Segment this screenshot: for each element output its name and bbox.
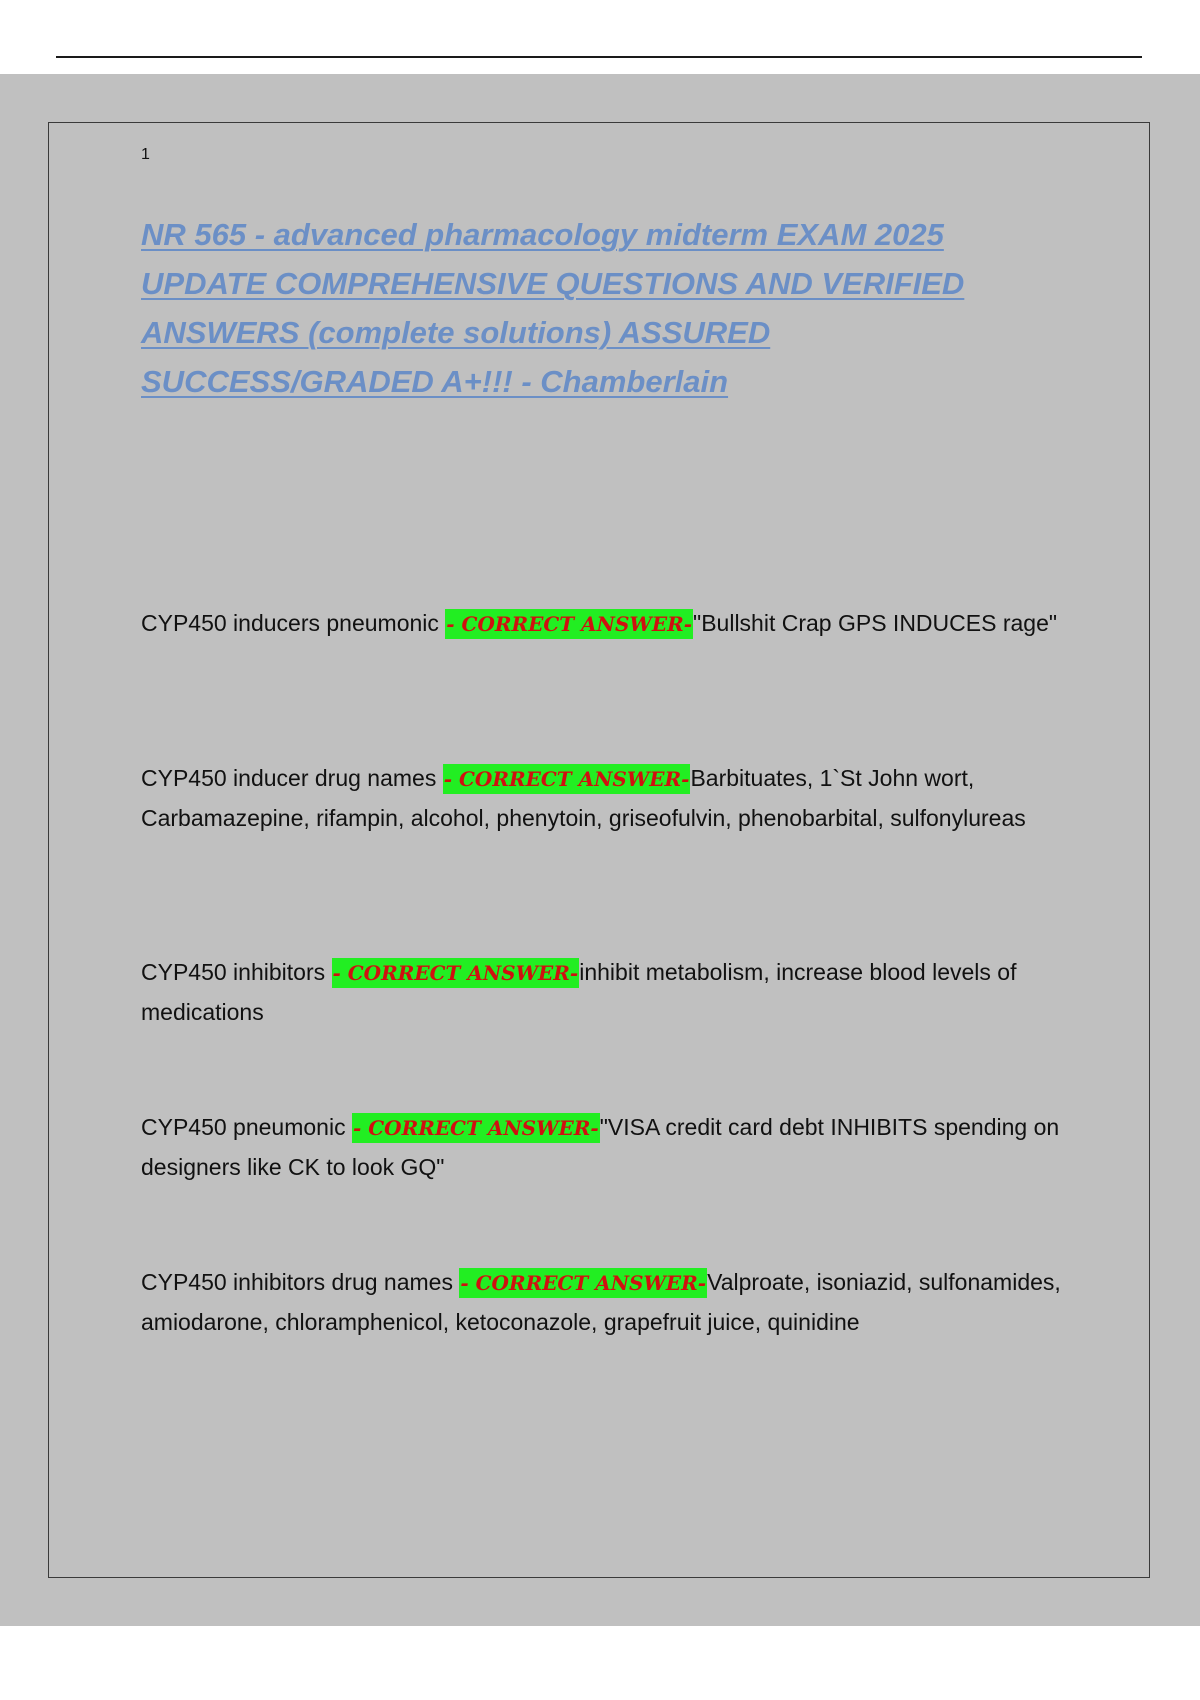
question-text: CYP450 inducers pneumonic (141, 610, 439, 636)
answer-text: inhibit metabolism, increase blood levels of medications (141, 959, 1017, 1025)
qa-item (141, 604, 1061, 644)
correct-answer-marker: - CORRECT ANSWER- (443, 764, 691, 794)
page-number: 1 (141, 146, 150, 163)
question-text: CYP450 inhibitors (141, 959, 326, 985)
header-rule (56, 56, 1142, 58)
qa-item (141, 1263, 1061, 1342)
answer-text: "VISA credit card debt INHIBITS spending on designers like CK to look GQ" (141, 1114, 1060, 1180)
qa-item (141, 1108, 1061, 1187)
qa-item (141, 759, 1061, 838)
question-text: CYP450 inhibitors drug names (141, 1269, 453, 1295)
question-text: CYP450 pneumonic (141, 1114, 346, 1140)
answer-text: Valproate, isoniazid, sulfonamides, amiodarone, chloramphenicol, ketoconazole, grapefruit juice, quinidine (141, 1269, 1061, 1335)
question-text: CYP450 inducer drug names (141, 765, 437, 791)
correct-answer-marker: - CORRECT ANSWER- (352, 1113, 600, 1143)
answer-text: "Bullshit Crap GPS INDUCES rage" (693, 610, 1058, 636)
correct-answer-marker: - CORRECT ANSWER- (332, 958, 580, 988)
correct-answer-marker: - CORRECT ANSWER- (445, 609, 693, 639)
answer-text: Barbituates, 1`St John wort, Carbamazepine, rifampin, alcohol, phenytoin, griseofulvin, phenobarbital, sulfonylureas (141, 765, 1026, 831)
correct-answer-marker: - CORRECT ANSWER- (459, 1268, 707, 1298)
document-title[interactable]: NR 565 - advanced pharmacology midterm EXAM 2025 UPDATE COMPREHENSIVE QUESTIONS AND VERIFIED ANSWERS (complete solutions) ASSURED SUCCESS/GRADED A+!!! - Chamberlain (141, 217, 965, 399)
qa-item (141, 953, 1061, 1032)
